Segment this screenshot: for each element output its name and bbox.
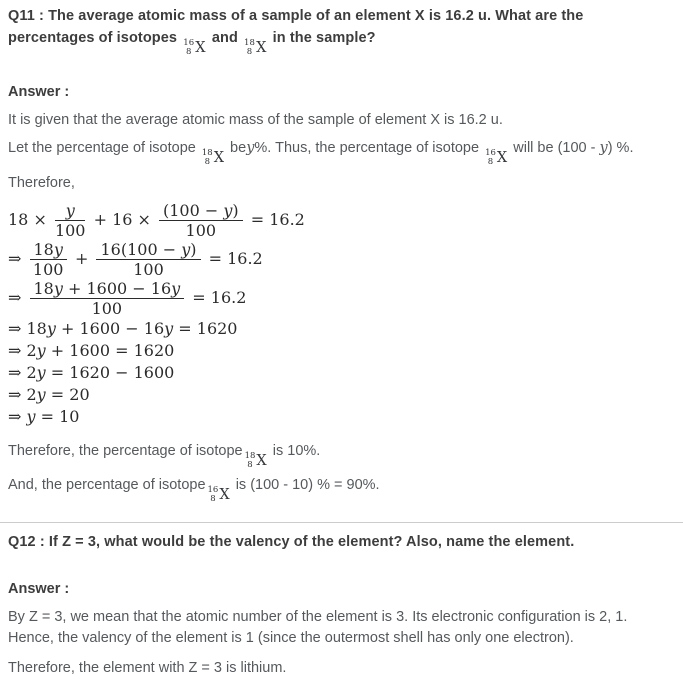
isotope-notation: 18 8 X — [201, 148, 225, 167]
question-q11: Q11 : The average atomic mass of a sample of an element X is 16.2 u. What are the percentages of isotopes 16 8 X and 18 8 X in the sample? — [8, 8, 584, 57]
answer-label-q12: Answer : — [8, 581, 70, 597]
paragraph-conclusion-q12: Therefore, the element with Z = 3 is lithium. — [8, 660, 287, 676]
paragraph-therefore: Therefore, — [8, 175, 75, 191]
fraction: $\frac{(100 - y)}{100}$ — [159, 202, 243, 239]
isotope-notation: 18 8 X — [244, 451, 267, 470]
equation-line-6: ⇒ 2y = 1620 − 1600 — [8, 363, 175, 382]
isotope-notation: 16 8 X — [183, 38, 206, 57]
question-q12: Q12 : If Z = 3, what would be the valency of the element? Also, name the element. — [8, 534, 575, 550]
paragraph-conclusion-2: And, the percentage of isotope 16 8 X is (100 - 10) % = 90%. — [8, 477, 380, 504]
derivation-block — [8, 202, 674, 427]
paragraph-let: Let the percentage of isotope 18 8 X bey%. Thus, the percentage of isotope 16 8 X will be (100 - y) %. — [8, 140, 634, 167]
equation-line-2: ⇒ $\frac{18y}{100}$ + $\frac{16(100 - y)}{100}$ = 16.2 — [8, 240, 263, 279]
fraction: $\frac{18y + 1600 - 16y}{100}$ — [30, 280, 185, 317]
section-divider — [0, 522, 683, 523]
equation-line-1: 18 × $\frac{y}{100}$ + 16 × $\frac{(100 - y)}{100}$ = 16.2 — [8, 201, 305, 240]
paragraph-given: It is given that the average atomic mass of the sample of element X is 16.2 u. — [8, 112, 503, 128]
isotope-notation: 18 8 X — [244, 38, 267, 57]
fraction: $\frac{y}{100}$ — [54, 201, 86, 240]
isotope-notation: 16 8 X — [485, 148, 508, 167]
equation-line-3: ⇒ $\frac{18y + 1600 - 16y}{100}$ = 16.2 — [8, 279, 247, 318]
isotope-notation: 16 8 X — [207, 485, 230, 504]
fraction: $\frac{16(100 - y)}{100}$ — [96, 241, 200, 278]
equation-line-4: ⇒ 18y + 1600 − 16y = 1620 — [8, 319, 238, 338]
paragraph-conclusion-1: Therefore, the percentage of isotope 18 8 X is 10%. — [8, 443, 321, 470]
answer-label-q11: Answer : — [8, 84, 70, 100]
equation-line-7: ⇒ 2y = 20 — [8, 385, 90, 404]
equation-line-5: ⇒ 2y + 1600 = 1620 — [8, 341, 175, 360]
paragraph-explanation: By Z = 3, we mean that the atomic number of the element is 3. Its electronic configuration is 2, 1. Hence, the valency of the element is 1 (since the outermost shell has only one electron). — [8, 609, 628, 646]
equation-line-8: ⇒ y = 10 — [8, 407, 80, 426]
fraction: $\frac{18y}{100}$ — [30, 241, 67, 278]
